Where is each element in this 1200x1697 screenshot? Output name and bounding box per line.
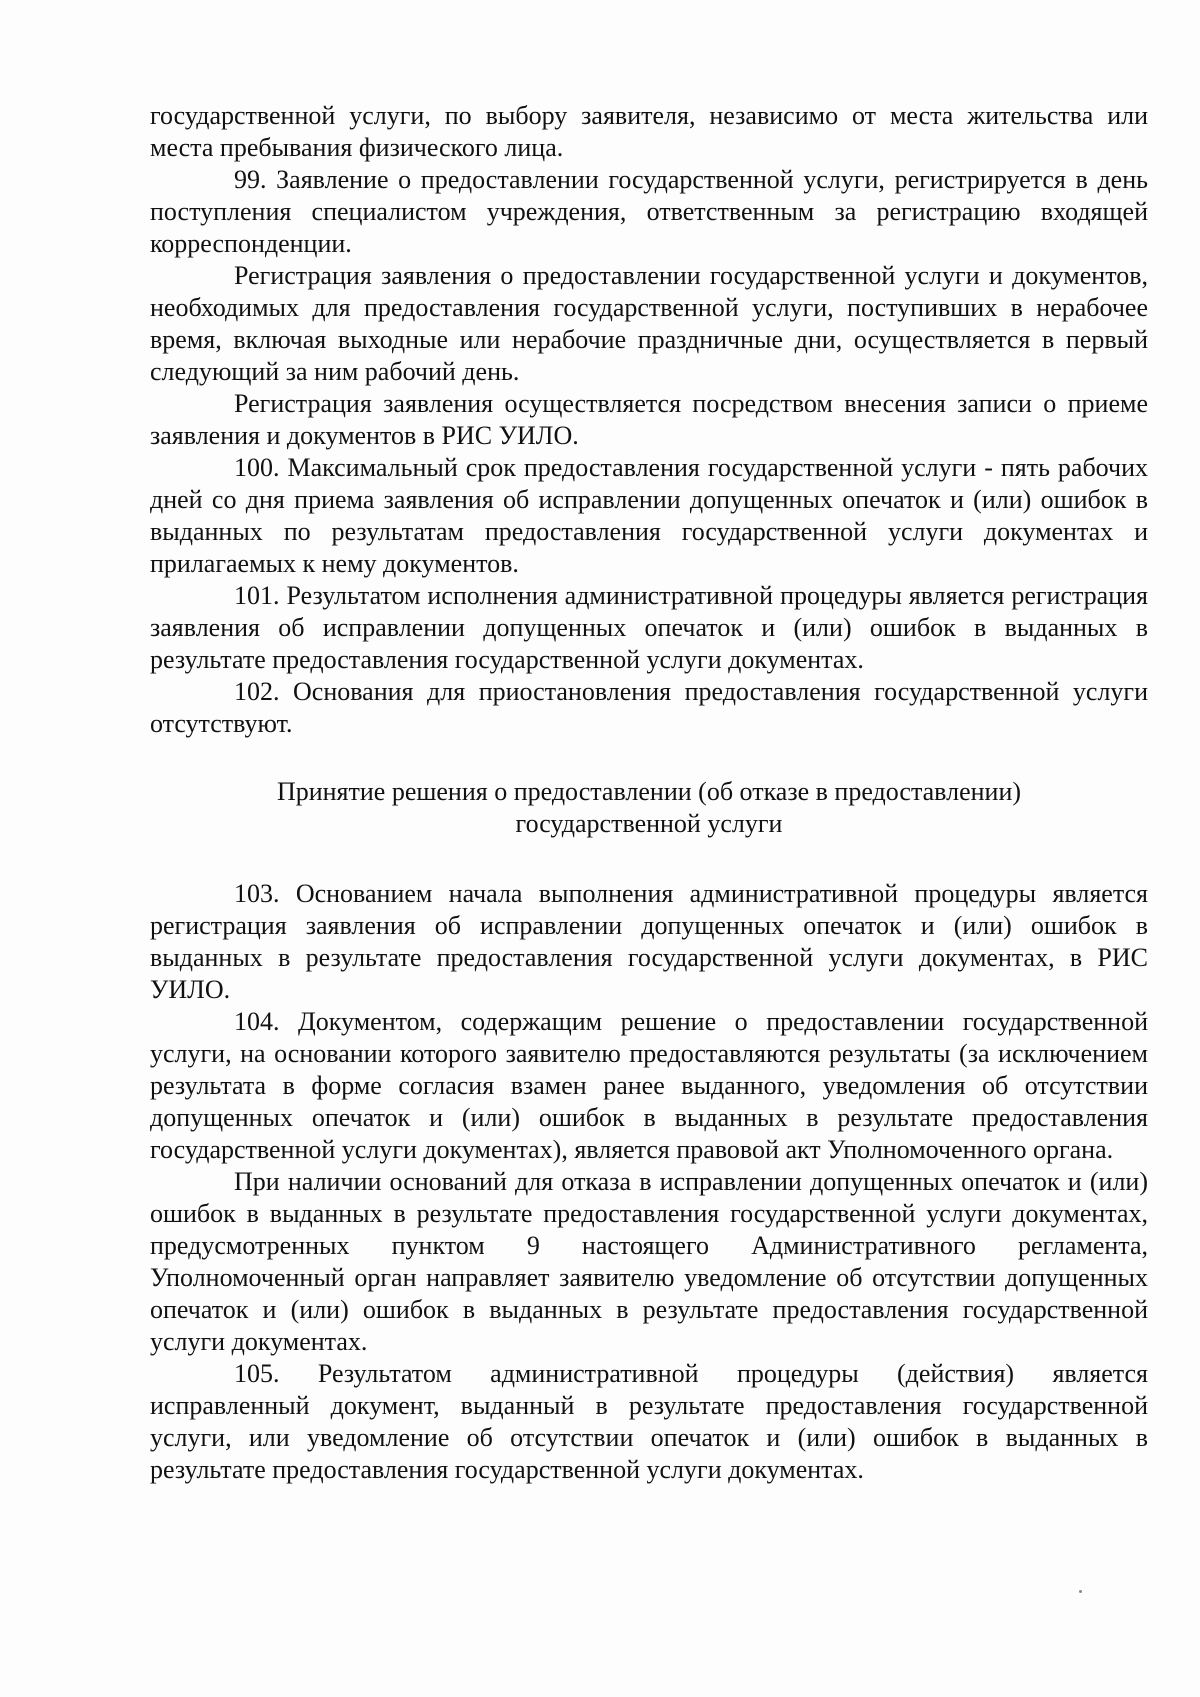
paragraph-refusal-grounds: При наличии оснований для отказа в исправлении допущенных опечаток и (или) ошибок в выданных в результате предоставления государственной услуги документах, предусмотренных пунктом 9 настоящего Административного регламента, Уполномоченный орган направляет заявителю уведомление об отсутствии допущенных опечаток и (или) ошибок в выданных в результате предоставления государственной услуги документах. xyxy=(150,1167,1148,1356)
paragraph-103: 103. Основанием начала выполнения административной процедуры является регистрация заявления об исправлении допущенных опечаток и (или) ошибок в выданных в результате предоставления государственной услуги документах, в РИС УИЛО. xyxy=(150,879,1148,1004)
paragraph-102: 102. Основания для приостановления предоставления государственной услуги отсутствуют. xyxy=(150,677,1148,738)
paragraph-100: 100. Максимальный срок предоставления государственной услуги - пять рабочих дней со дня приема заявления об исправлении допущенных опечаток и (или) ошибок в выданных по результатам предоставления государственной услуги документах и прилагаемых к нему документов. xyxy=(150,453,1148,578)
paragraph-101: 101. Результатом исполнения административной процедуры является регистрация заявления об исправлении допущенных опечаток и (или) ошибок в выданных в результате предоставления государственной услуги документах. xyxy=(150,581,1148,674)
scan-artifact-dot xyxy=(1079,1590,1082,1593)
section-heading-line-1: Принятие решения о предоставлении (об отказе в предоставлении) xyxy=(276,777,1022,806)
paragraph-99: 99. Заявление о предоставлении государственной услуги, регистрируется в день поступления специалистом учреждения, ответственным за регистрацию входящей корреспонденции. xyxy=(150,165,1148,258)
section-heading-line-2: государственной услуги xyxy=(515,809,783,838)
paragraph-105: 105. Результатом административной процедуры (действия) является исправленный документ, выданный в результате предоставления государственной услуги, или уведомление об отсутствии опечаток и (или) ошибок в выданных в результате предоставления государственной услуги документах. xyxy=(150,1359,1148,1484)
paragraph-registration-nonworking: Регистрация заявления о предоставлении государственной услуги и документов, необходимых для предоставления государственной услуги, поступивших в нерабочее время, включая выходные или нерабочие праздничные дни, осуществляется в первый следующий за ним рабочий день. xyxy=(150,261,1148,386)
paragraph-104: 104. Документом, содержащим решение о предоставлении государственной услуги, на основании которого заявителю предоставляются результаты (за исключением результата в форме согласия взамен ранее выданного, уведомления об отсутствии допущенных опечаток и (или) ошибок в выданных в результате предоставления государственной услуги документах), является правовой акт Уполномоченного органа. xyxy=(150,1007,1148,1164)
paragraph-continuation: государственной услуги, по выбору заявителя, независимо от места жительства или места пребывания физического лица. xyxy=(150,101,1148,162)
section-heading xyxy=(150,776,1148,840)
document-body xyxy=(150,100,1148,1486)
paragraph-registration-record: Регистрация заявления осуществляется посредством внесения записи о приеме заявления и документов в РИС УИЛО. xyxy=(150,389,1148,450)
